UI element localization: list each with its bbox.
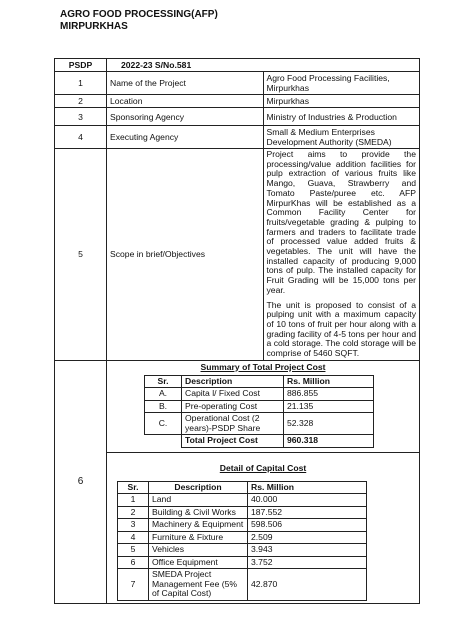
- table-row: [145, 388, 374, 401]
- table-row: [55, 126, 420, 149]
- row-number: 2: [55, 95, 107, 108]
- scope-text: [263, 149, 420, 361]
- table-row: [118, 519, 367, 532]
- summary-title: Summary of Total Project Cost: [200, 361, 326, 372]
- amount-cell: 598.506: [248, 519, 367, 532]
- amount-cell: 42.870: [248, 569, 367, 601]
- row-label: Location: [107, 95, 264, 108]
- row-label: Executing Agency: [107, 126, 264, 149]
- sr-cell: A.: [145, 388, 182, 401]
- table-row: [145, 400, 374, 413]
- table-row: [55, 72, 420, 95]
- desc-cell: Vehicles: [149, 544, 248, 557]
- row-value: Small & Medium Enterprises Development Authority (SMEDA): [263, 126, 420, 149]
- table-row: [118, 556, 367, 569]
- table-row: [55, 108, 420, 126]
- psdp-label: PSDP: [55, 59, 107, 72]
- sr-cell: 3: [118, 519, 149, 532]
- capital-title: Detail of Capital Cost: [219, 462, 307, 473]
- summary-table: [144, 375, 374, 448]
- amount-cell: 2.509: [248, 531, 367, 544]
- sr-cell: 4: [118, 531, 149, 544]
- amount-cell: 3.943: [248, 544, 367, 557]
- amount-cell: 40.000: [248, 494, 367, 507]
- total-row: [145, 435, 374, 448]
- amount-cell: 187.552: [248, 506, 367, 519]
- amount-cell: 886.855: [284, 388, 374, 401]
- table-row: [118, 494, 367, 507]
- project-location-title: MIRPURKHAS: [60, 20, 128, 32]
- sr-cell: 1: [118, 494, 149, 507]
- header-cell: Description: [182, 375, 284, 388]
- table-row: [118, 544, 367, 557]
- row-number: 6: [55, 360, 107, 603]
- table-header-row: [145, 375, 374, 388]
- sr-cell: 2: [118, 506, 149, 519]
- table-row: [118, 569, 367, 601]
- sr-cell: 5: [118, 544, 149, 557]
- total-label: Total Project Cost: [182, 435, 284, 448]
- scope-paragraph: The unit is proposed to consist of a pulping unit with a maximum capacity of 10 tons of fruit per hour along with a grading facility of 4-5 tons per hour and a cold storage. The cold storage will be comprise of 5460 SQFT.: [266, 299, 416, 359]
- table-header-row: [118, 481, 367, 494]
- header-cell: Sr.: [118, 481, 149, 494]
- desc-cell: SMEDA Project Management Fee (5% of Capital Cost): [149, 569, 248, 601]
- sr-cell: 7: [118, 569, 149, 601]
- table-row: [118, 531, 367, 544]
- amount-cell: 52.328: [284, 413, 374, 435]
- row-value: Agro Food Processing Facilities, Mirpurkhas: [263, 72, 420, 95]
- project-info-table: [54, 58, 420, 604]
- psdp-row: [55, 59, 420, 72]
- amount-cell: 21.135: [284, 400, 374, 413]
- desc-cell: Office Equipment: [149, 556, 248, 569]
- desc-cell: Land: [149, 494, 248, 507]
- document-header: [60, 9, 218, 32]
- row-label: Name of the Project: [107, 72, 264, 95]
- row-label: Scope in brief/Objectives: [107, 149, 264, 361]
- total-amount: 960.318: [284, 435, 374, 448]
- cost-row: [55, 360, 420, 603]
- desc-cell: Operational Cost (2 years)-PSDP Share: [182, 413, 284, 435]
- header-cell: Rs. Million: [248, 481, 367, 494]
- row-number: 3: [55, 108, 107, 126]
- scope-row: [55, 149, 420, 361]
- row-value: Mirpurkhas: [263, 95, 420, 108]
- amount-cell: 3.752: [248, 556, 367, 569]
- table-row: [145, 413, 374, 435]
- project-title: AGRO FOOD PROCESSING(AFP): [60, 9, 218, 20]
- desc-cell: Furniture & Fixture: [149, 531, 248, 544]
- table-row: [55, 95, 420, 108]
- header-cell: Description: [149, 481, 248, 494]
- desc-cell: Machinery & Equipment: [149, 519, 248, 532]
- psdp-value: 2022-23 S/No.581: [107, 59, 420, 72]
- cost-details-cell: [107, 360, 420, 603]
- scope-paragraph: Project aims to provide the processing/value addition facilities for pulp extraction of various fruits like Mango, Guava, Strawberry and Tomato Paste/puree etc. AFP MirpurKhas will be established as a Common Facility Center for fruits/vegetable grading & pulping to farmers and traders to facilitate trade of processed value added fruits & vegetables. The unit will have the installed capacity of producing 9,000 tons of pulp. The installed capacity for Fruit Grading will be 15,000 tons per year.: [266, 149, 416, 295]
- row-number: 4: [55, 126, 107, 149]
- table-row: [118, 506, 367, 519]
- header-cell: Sr.: [145, 375, 182, 388]
- row-number: 5: [55, 149, 107, 361]
- sr-cell: 6: [118, 556, 149, 569]
- desc-cell: Capita l/ Fixed Cost: [182, 388, 284, 401]
- row-number: 1: [55, 72, 107, 95]
- sr-cell: C.: [145, 413, 182, 435]
- row-value: Ministry of Industries & Production: [263, 108, 420, 126]
- row-label: Sponsoring Agency: [107, 108, 264, 126]
- desc-cell: Building & Civil Works: [149, 506, 248, 519]
- desc-cell: Pre-operating Cost: [182, 400, 284, 413]
- capital-cost-table: [117, 481, 367, 601]
- header-cell: Rs. Million: [284, 375, 374, 388]
- sr-cell: B.: [145, 400, 182, 413]
